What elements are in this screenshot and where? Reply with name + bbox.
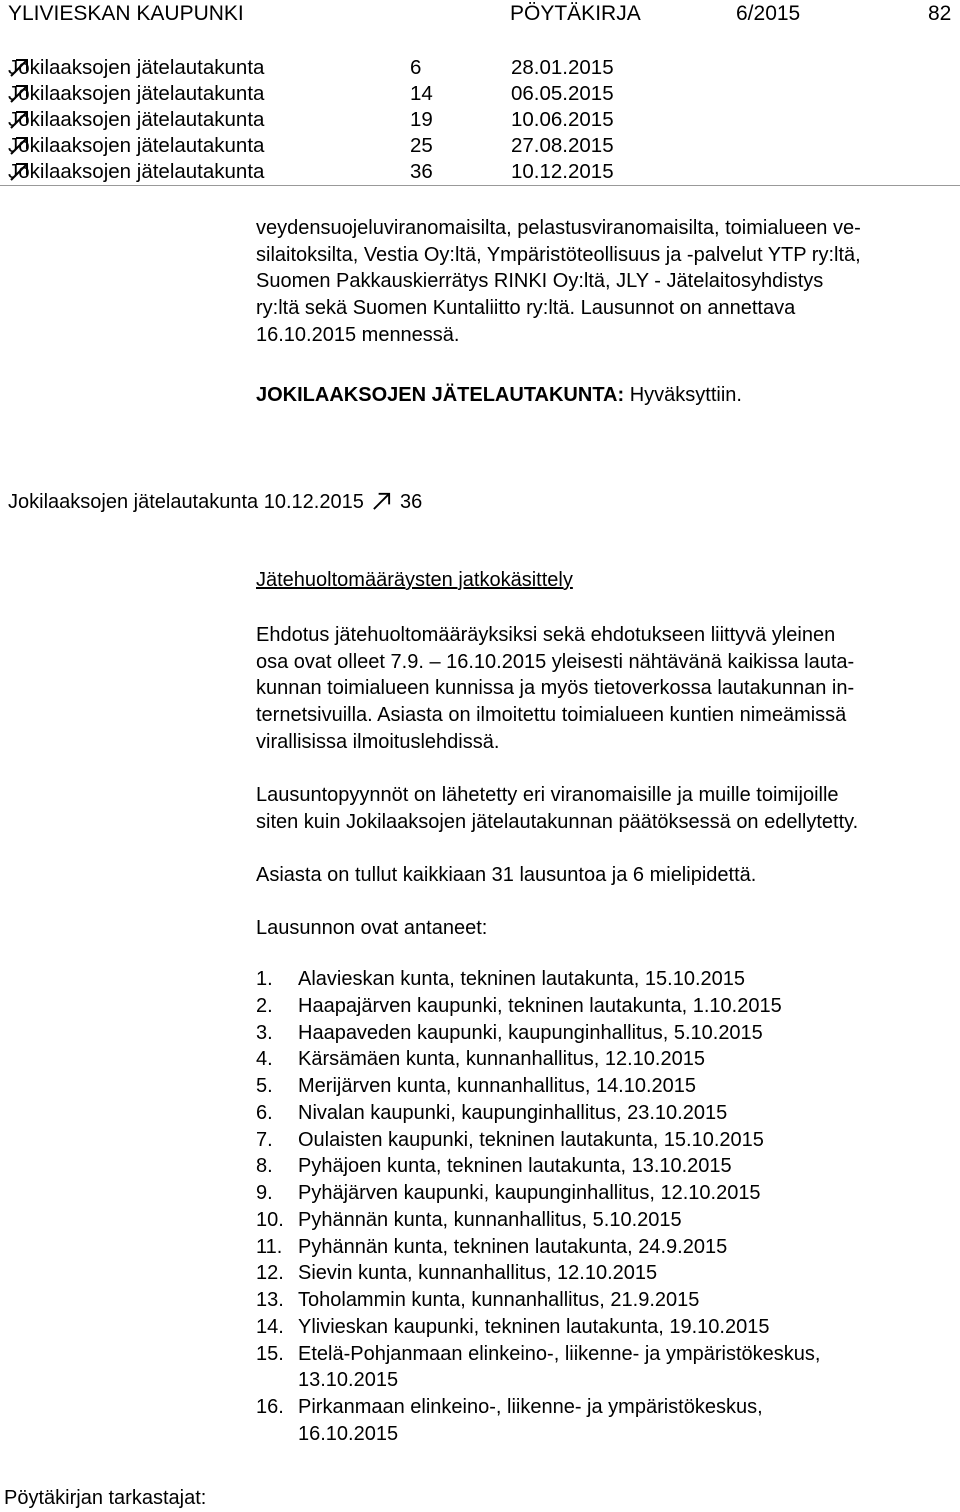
list-item — [256, 993, 820, 1020]
list-item — [256, 1394, 820, 1448]
list-item-number: 15. — [256, 1342, 284, 1365]
list-item-text: Haapaveden kaupunki, kaupunginhallitus, 5.10.2015 — [298, 1021, 763, 1044]
history-date: 27.08.2015 — [511, 134, 614, 157]
text-line: kunnan toimialueen kunnissa ja myös tietoverkossa lautakunnan in- — [256, 677, 855, 700]
list-item-text: Pyhännän kunta, tekninen lautakunta, 24.9.2015 — [298, 1235, 728, 1258]
text-line: Asiasta on tullut kaikkiaan 31 lausuntoa ja 6 mielipidettä. — [256, 864, 757, 886]
text-line: veydensuojeluviranomaisilta, pelastusviranomaisilta, toimialueen ve- — [256, 217, 861, 239]
list-item-text: Pyhäjärven kaupunki, kaupunginhallitus, 12.10.2015 — [298, 1182, 761, 1204]
minutes-checkers-label: Pöytäkirjan tarkastajat: — [4, 1487, 207, 1509]
document-type: PÖYTÄKIRJA — [510, 2, 641, 25]
previous-section-text — [256, 215, 956, 349]
history-date: 10.12.2015 — [511, 160, 614, 183]
section-paragraph-2 — [256, 782, 956, 835]
list-item-text: Pyhäjoen kunta, tekninen lautakunta, 13.10.2015 — [298, 1155, 732, 1178]
history-row[interactable] — [8, 108, 960, 134]
list-item-text: Pyhännän kunta, kunnanhallitus, 5.10.2015 — [298, 1208, 682, 1231]
history-board: Jokilaaksojen jätelautakunta — [8, 82, 265, 105]
text-line: virallisissa ilmoituslehdissä. — [256, 730, 500, 753]
list-item — [256, 1153, 820, 1180]
decision — [256, 382, 956, 409]
list-item-number: 14. — [256, 1315, 284, 1338]
history-arrow-icon — [371, 490, 392, 511]
list-item-number: 16. — [256, 1396, 284, 1418]
section-title: Jätehuoltomääräysten jatkokäsittely — [256, 569, 573, 591]
text-line: silaitoksilta, Vestia Oy:ltä, Ympäristöteollisuus ja -palvelut YTP ry:ltä, — [256, 243, 861, 266]
page-number: 82 — [928, 2, 952, 25]
list-item-number: 9. — [256, 1182, 273, 1204]
list-item-number: 1. — [256, 968, 273, 990]
list-item — [256, 1287, 820, 1314]
list-item-text: Ylivieskan kaupunki, tekninen lautakunta, 19.10.2015 — [298, 1315, 770, 1338]
list-item-number: 3. — [256, 1021, 273, 1044]
text-line: Lausuntopyynnöt on lähetetty eri viranomaisille ja muille toimijoille — [256, 784, 839, 806]
list-item-number: 11. — [256, 1235, 283, 1258]
list-item — [256, 1234, 820, 1261]
list-item — [256, 1180, 820, 1207]
list-item-text: Oulaisten kaupunki, tekninen lautakunta, 15.10.2015 — [298, 1128, 764, 1151]
section-meeting — [8, 490, 422, 514]
list-item-text-continued: 13.10.2015 — [298, 1369, 399, 1392]
statements-intro — [256, 915, 956, 942]
list-item-text: Toholammin kunta, kunnanhallitus, 21.9.2015 — [298, 1289, 700, 1311]
section-paragraph-1 — [256, 622, 956, 756]
list-item-number: 4. — [256, 1048, 273, 1071]
list-item-text: Sievin kunta, kunnanhallitus, 12.10.2015 — [298, 1262, 658, 1285]
issue-number: 6/2015 — [736, 2, 801, 25]
history-number: 14 — [410, 82, 433, 105]
list-item-text: Kärsämäen kunta, kunnanhallitus, 12.10.2015 — [298, 1048, 705, 1071]
list-item-text: Alavieskan kunta, tekninen lautakunta, 15.10.2015 — [298, 968, 745, 990]
text-line: Lausunnon ovat antaneet: — [256, 917, 488, 939]
history-number: 25 — [410, 134, 433, 157]
list-item-text: Nivalan kaupunki, kaupunginhallitus, 23.10.2015 — [298, 1101, 728, 1124]
history-date: 06.05.2015 — [511, 82, 614, 105]
text-line: ry:ltä sekä Suomen Kuntaliitto ry:ltä. Lausunnot on annettava — [256, 297, 796, 320]
history-number: 6 — [410, 56, 422, 79]
text-line: siten kuin Jokilaaksojen jätelautakunnan päätöksessä on edellytetty. — [256, 810, 859, 833]
section-paragraph-3 — [256, 862, 956, 889]
statements-list — [256, 966, 820, 1448]
list-item-text: Pirkanmaan elinkeino-, liikenne- ja ympäristökeskus, — [298, 1396, 763, 1418]
section-meeting-label: Jokilaaksojen jätelautakunta 10.12.2015 — [8, 491, 364, 513]
list-item-text-continued: 16.10.2015 — [298, 1422, 399, 1445]
list-item-number: 13. — [256, 1289, 284, 1311]
list-item-text: Etelä-Pohjanmaan elinkeino-, liikenne- ja ympäristökeskus, — [298, 1342, 821, 1365]
list-item — [256, 1100, 820, 1127]
list-item — [256, 1260, 820, 1287]
text-line: osa ovat olleet 7.9. – 16.10.2015 yleisesti nähtävänä kaikissa lauta- — [256, 650, 855, 673]
text-line: Ehdotus jätehuoltomääräyksiksi sekä ehdotukseen liittyvä yleinen — [256, 624, 836, 646]
list-item — [256, 1341, 820, 1395]
text-line: ternetsivuilla. Asiasta on ilmoitettu toimialueen kuntien nimeämissä — [256, 704, 847, 727]
decision-text: Hyväksyttiin. — [629, 384, 742, 406]
list-item-number: 2. — [256, 994, 273, 1017]
list-item-text: Haapajärven kaupunki, tekninen lautakunta, 1.10.2015 — [298, 994, 782, 1017]
list-item — [256, 1127, 820, 1154]
history-row[interactable] — [8, 134, 960, 160]
list-item-number: 8. — [256, 1155, 273, 1178]
list-item — [256, 1314, 820, 1341]
section-number: 36 — [399, 491, 423, 513]
decision-label: JOKILAAKSOJEN JÄTELAUTAKUNTA: — [256, 384, 625, 406]
org-name: YLIVIESKAN KAUPUNKI — [8, 2, 244, 25]
list-item-number: 7. — [256, 1128, 273, 1151]
list-item-number: 10. — [256, 1208, 284, 1231]
list-item — [256, 1073, 820, 1100]
list-item-number: 12. — [256, 1262, 284, 1285]
list-item — [256, 1046, 820, 1073]
history-number: 36 — [410, 160, 433, 183]
history-board: Jokilaaksojen jätelautakunta — [8, 134, 265, 157]
list-item — [256, 1020, 820, 1047]
list-item-number: 5. — [256, 1075, 273, 1097]
history-row[interactable] — [8, 160, 960, 186]
history-row[interactable] — [8, 82, 960, 108]
list-item-text: Merijärven kunta, kunnanhallitus, 14.10.2015 — [298, 1075, 697, 1097]
text-line: 16.10.2015 mennessä. — [256, 323, 460, 346]
history-board: Jokilaaksojen jätelautakunta — [8, 160, 265, 183]
history-divider — [0, 185, 960, 186]
history-number: 19 — [410, 108, 433, 131]
history-board: Jokilaaksojen jätelautakunta — [8, 56, 265, 79]
history-row[interactable] — [8, 56, 960, 82]
history-date: 28.01.2015 — [511, 56, 614, 79]
history-board: Jokilaaksojen jätelautakunta — [8, 108, 265, 131]
list-item — [256, 966, 820, 993]
history-date: 10.06.2015 — [511, 108, 614, 131]
list-item — [256, 1207, 820, 1234]
list-item-number: 6. — [256, 1101, 273, 1124]
text-line: Suomen Pakkauskierrätys RINKI Oy:ltä, JLY - Jätelaitosyhdistys — [256, 270, 824, 293]
